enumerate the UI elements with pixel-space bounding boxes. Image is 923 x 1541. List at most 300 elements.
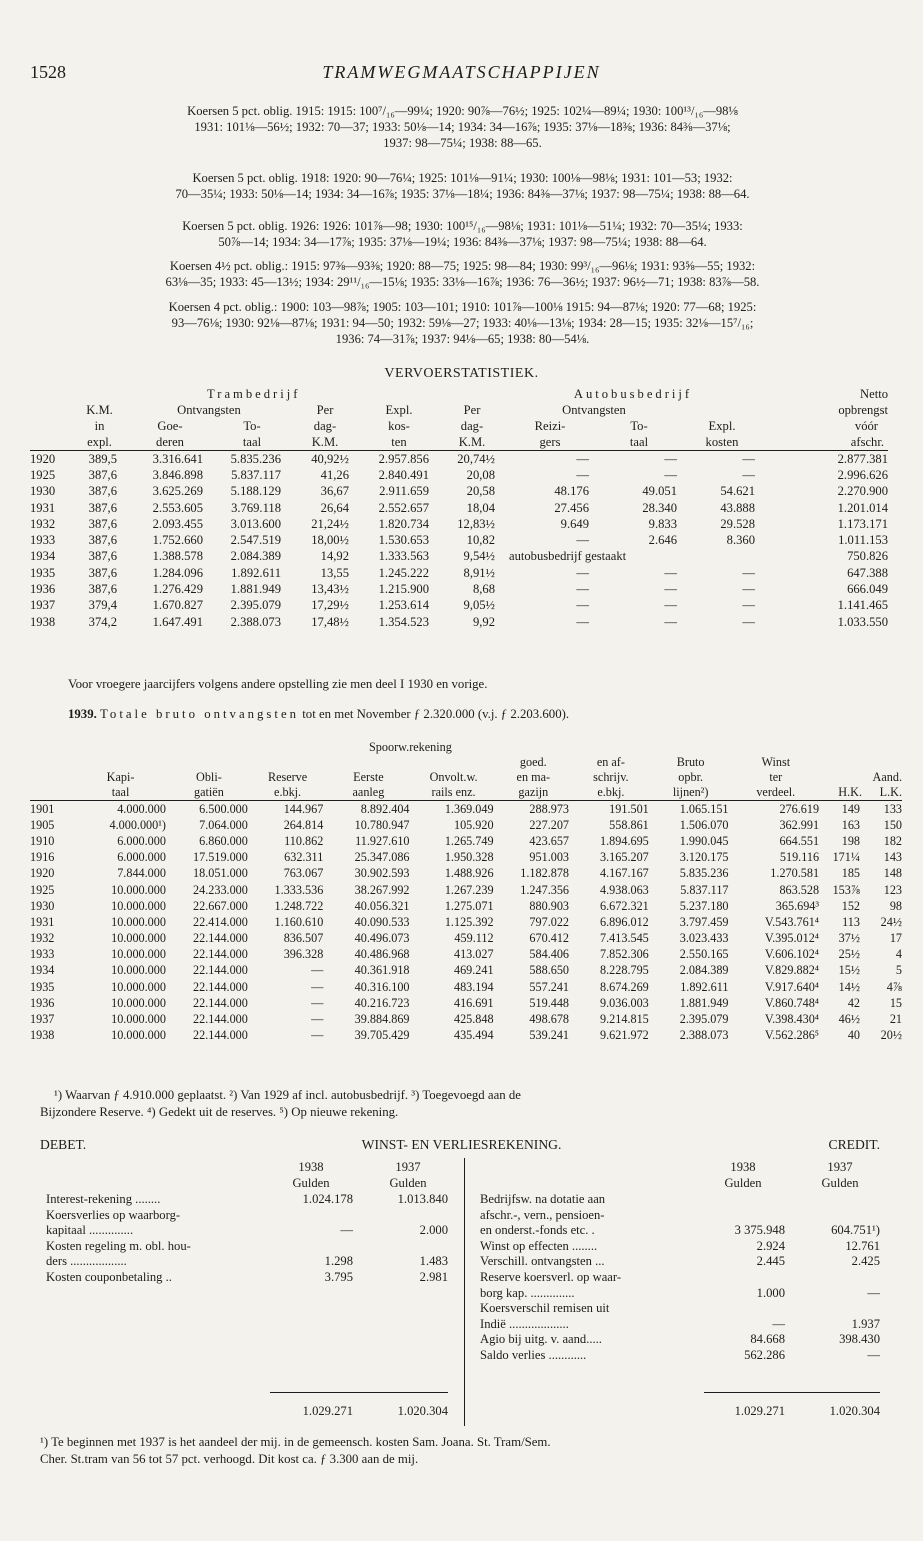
- table-cell: 1.506.070: [679, 817, 729, 832]
- table-cell: 1938: [30, 614, 56, 629]
- table-cell: 1.284.096: [152, 565, 203, 580]
- footnote-line: Cher. St.tram van 56 tot 57 pct. verhoogd. Dit kost ca. ƒ 3.300 aan de mij.: [40, 1452, 419, 1466]
- table-cell: 18.051.000: [193, 866, 248, 881]
- col-header: K.M.: [86, 403, 113, 417]
- table-cell: 1.011.153: [838, 533, 888, 548]
- table-cell: 1.033.550: [837, 614, 888, 629]
- table-cell: 8.360: [726, 533, 755, 548]
- table-cell: 2.084.389: [230, 549, 281, 564]
- total-value: 1.029.271: [302, 1404, 353, 1418]
- table-cell: 3.846.898: [152, 467, 203, 482]
- col-header: To-: [630, 419, 648, 433]
- year-head: 1938: [298, 1160, 324, 1174]
- table-cell: 6.500.000: [199, 801, 248, 816]
- table-cell: 6.860.000: [199, 833, 248, 848]
- table-cell: 1935: [30, 565, 56, 580]
- table-cell: 387,6: [88, 582, 117, 597]
- table-cell: 40.316.100: [354, 979, 410, 994]
- table-row: [30, 995, 902, 1011]
- table-cell: 1.894.695: [600, 833, 649, 848]
- table-cell: 763.067: [283, 866, 324, 881]
- footnote-line: Bijzondere Reserve. ⁴) Gedekt uit de reserves. ⁵) Op nieuwe rekening.: [40, 1105, 399, 1119]
- table-cell: V.606.102⁴: [764, 947, 820, 962]
- table-cell: 40.496.073: [354, 931, 410, 946]
- table-cell: 389,5: [88, 451, 117, 466]
- table-cell: 1.820.734: [378, 516, 429, 531]
- table-cell: V.395.012⁴: [764, 931, 820, 946]
- wv-line: [480, 1208, 880, 1224]
- table-cell: —: [576, 582, 589, 597]
- table-cell: 557.241: [529, 979, 570, 994]
- table-cell: 22.144.000: [193, 1012, 248, 1027]
- wv-label: Verschill. ontvangsten ...: [480, 1254, 605, 1269]
- table-cell: 1935: [30, 979, 55, 994]
- table-cell: —: [742, 467, 755, 482]
- table-cell: 30.902.593: [354, 866, 410, 881]
- currency-head: Gulden: [821, 1175, 859, 1190]
- table-cell: 17: [889, 931, 902, 946]
- table-cell: 22.414.000: [193, 914, 248, 929]
- table-cell: 1.141.465: [837, 598, 888, 613]
- wv-value-1937: 398.430: [839, 1332, 880, 1347]
- table-cell: 8.228.795: [600, 963, 649, 978]
- table-cell: 10.000.000: [111, 898, 166, 913]
- wv-label: Koersverlies op waarborg-: [46, 1207, 181, 1222]
- table-cell: 1920: [30, 866, 55, 881]
- wv-right-total: [700, 1404, 880, 1420]
- wv-label: Bedrijfsw. na dotatie aan: [480, 1192, 606, 1206]
- table-cell: 4.000.000¹): [109, 817, 166, 832]
- table-cell: 1.245.222: [378, 565, 429, 580]
- table-cell: 413.027: [453, 947, 494, 962]
- table-cell: 558.861: [609, 817, 649, 832]
- table-cell: 148: [883, 866, 902, 881]
- wv-left-total: [268, 1404, 448, 1420]
- koersen-line: Koersen 5 pct. oblig. 1915: 1915: 100⁷/₁₆—99¼; 1920: 90⅞—76½; 1925: 102¼—89¼; 1930: 100¹³/₁₆—98⅛: [187, 104, 738, 118]
- table-cell: 10.000.000: [111, 979, 166, 994]
- table-cell: 365.694³: [775, 898, 820, 913]
- table-cell: 46½: [838, 1012, 860, 1027]
- table-cell: 264.814: [283, 817, 324, 832]
- table-cell: 40.056.321: [354, 898, 410, 913]
- table-cell: 1.276.429: [152, 582, 203, 597]
- credit-label: CREDIT.: [828, 1137, 880, 1152]
- table-cell: —: [576, 533, 589, 548]
- table-cell: 7.852.306: [600, 947, 649, 962]
- table-row: [30, 1011, 902, 1027]
- col-header: opbrengst: [838, 403, 888, 417]
- total-value: 1.029.271: [734, 1404, 785, 1418]
- table-cell: 9,54½: [463, 549, 495, 564]
- table-cell: 3.625.269: [152, 484, 203, 499]
- table-cell: 143: [883, 850, 902, 865]
- wv-value-1938: 2.445: [756, 1254, 785, 1269]
- wv-title: WINST- EN VERLIESREKENING.: [361, 1137, 562, 1152]
- table-cell: 647.388: [847, 565, 888, 580]
- col-header: goed. en ma- gazijn: [516, 755, 551, 799]
- table-row: [30, 963, 902, 979]
- wv-label: Kosten couponbetaling ..: [46, 1269, 172, 1284]
- table-cell: 20,74½: [457, 451, 495, 466]
- table-row: [30, 979, 902, 995]
- wv-line: [480, 1270, 880, 1286]
- table-cell: 22.667.000: [193, 898, 248, 913]
- col-header: taal: [242, 435, 262, 449]
- table-cell: 387,6: [88, 484, 117, 499]
- wv-credit-list: [480, 1192, 880, 1364]
- table-row: [30, 931, 902, 947]
- table-cell: 1931: [30, 914, 55, 929]
- table-cell: 9.649: [560, 516, 589, 531]
- table-cell: 1936: [30, 995, 55, 1010]
- table-cell: 1.950.328: [444, 850, 494, 865]
- table-row: [30, 467, 888, 483]
- page-title: TRAMWEGMAATSCHAPPIJEN: [322, 62, 601, 82]
- table-cell: 191.501: [609, 801, 649, 816]
- vervoer-title: VERVOERSTATISTIEK.: [384, 366, 539, 381]
- table-cell: 2.093.455: [152, 516, 203, 531]
- table-cell: 387,6: [88, 516, 117, 531]
- col-header: Reserve e.bkj.: [267, 770, 308, 799]
- wv-label: Koersverschil remisen uit: [480, 1301, 610, 1316]
- koersen-line: 70—35¼; 1933: 50⅛—14; 1934: 34—16⅞; 1935: 37⅛—18¼; 1936: 84⅜—37⅛; 1937: 98—75¼; 1938: 88—64.: [175, 187, 750, 201]
- table-row: [30, 850, 902, 866]
- table-cell: 9.621.972: [600, 1028, 649, 1043]
- table-cell: 7.064.000: [199, 817, 248, 832]
- group-netto: Netto: [860, 387, 888, 401]
- note-vroegere: Voor vroegere jaarcijfers volgens andere opstelling zie men deel I 1930 en vorige.: [68, 677, 488, 691]
- wv-value-1937: 604.751¹): [831, 1223, 880, 1238]
- table-cell: 2.552.657: [378, 500, 429, 515]
- table-cell: 416.691: [453, 995, 494, 1010]
- table-cell: 41,26: [320, 467, 349, 482]
- table-cell: 469.241: [453, 963, 494, 978]
- table-cell: 105.920: [453, 817, 494, 832]
- table-row: [30, 882, 902, 898]
- wv-value-1938: 1.298: [324, 1254, 353, 1269]
- koersen-line: 93—76⅛; 1930: 92⅛—87⅛; 1931: 94—50; 1932: 59⅛—27; 1933: 40⅛—13⅛; 1934: 28—15; 1935: 32⅛—15⁷/₁₆;: [171, 316, 754, 330]
- table-cell: 10.780.947: [354, 817, 410, 832]
- koersen-line: 63⅛—35; 1933: 45—13½; 1934: 29¹¹/₁₆—15⅛; 1935: 33⅛—16⅞; 1936: 76—36½; 1937: 96½—71; 1938: 83⅞—58.: [165, 275, 760, 289]
- table-cell: 3.769.118: [231, 500, 281, 515]
- table-cell: 387,6: [88, 467, 117, 482]
- table-cell: 288.973: [529, 801, 570, 816]
- table-cell: 423.657: [529, 833, 570, 848]
- table-cell: 18,04: [466, 500, 495, 515]
- table-cell: 144.967: [283, 801, 324, 816]
- table-cell: —: [576, 451, 589, 466]
- table-cell: 12,83½: [457, 516, 495, 531]
- wv-line: [46, 1223, 448, 1239]
- table-cell: 459.112: [454, 931, 494, 946]
- table-cell: 3.013.600: [230, 516, 281, 531]
- wv-line: [480, 1301, 880, 1317]
- table-cell: 9,05½: [463, 598, 495, 613]
- table-cell: 1916: [30, 850, 55, 865]
- col-header: taal: [629, 435, 649, 449]
- table-cell: 24½: [880, 914, 902, 929]
- table-cell: 836.507: [283, 931, 324, 946]
- table-row: [30, 1028, 902, 1044]
- table-row: [30, 914, 902, 930]
- table-cell: 49.051: [642, 484, 677, 499]
- table-cell: 1937: [30, 598, 56, 613]
- koersen-line: Koersen 5 pct. oblig. 1926: 1926: 101⅞—98; 1930: 100¹⁵/₁₆—98⅛; 1931: 101⅛—51¼; 1932: 70—35¼; 1933:: [182, 219, 743, 233]
- note-totale-ontvangsten: [40, 706, 913, 723]
- wv-value-1937: 1.483: [419, 1254, 448, 1269]
- table-cell: 22.144.000: [193, 931, 248, 946]
- table-cell: 1.248.722: [274, 898, 324, 913]
- table-cell: 13,43½: [311, 582, 349, 597]
- table-cell: 1.173.171: [837, 516, 888, 531]
- table-cell: 42: [847, 995, 860, 1010]
- group-auto: Autobusbedrijf: [573, 387, 693, 401]
- col-header: Winst ter verdeel.: [756, 755, 796, 799]
- table-cell: —: [664, 467, 677, 482]
- table-cell: —: [664, 451, 677, 466]
- wv-line: [480, 1286, 880, 1302]
- table-cell: 1905: [30, 817, 55, 832]
- table-cell: 2.957.856: [378, 451, 429, 466]
- table-cell: 1932: [30, 516, 56, 531]
- table-cell: 1925: [30, 467, 56, 482]
- table-cell: 4.938.063: [600, 882, 649, 897]
- currency-head: Gulden: [724, 1175, 762, 1190]
- table-cell: 149: [841, 801, 860, 816]
- table-cell: 133: [883, 801, 902, 816]
- wv-divider: [464, 1158, 465, 1426]
- table-cell: 22.144.000: [193, 963, 248, 978]
- wv-line: [46, 1254, 448, 1270]
- vervoer-table: [30, 386, 888, 630]
- table-cell: 498.678: [529, 1012, 570, 1027]
- col-header: Bruto opbr. lijnen²): [672, 755, 709, 799]
- koersen-line: 1936: 74—31⅞; 1937: 94⅛—65; 1938: 80—54⅛.: [335, 332, 590, 346]
- table-cell: 163: [841, 817, 860, 832]
- table-cell: V.917.640⁴: [764, 979, 820, 994]
- table-cell: 113: [842, 914, 860, 929]
- wv-value-1938: —: [772, 1316, 785, 1331]
- table-cell: 27.456: [554, 500, 589, 515]
- table-row: [30, 614, 888, 630]
- table-cell: 54.621: [720, 484, 755, 499]
- wv-value-1937: 1.937: [851, 1316, 880, 1331]
- wv-line: [480, 1348, 880, 1364]
- table-cell: 1.881.949: [230, 582, 281, 597]
- table-cell: 1936: [30, 582, 56, 597]
- wv-value-1938: 3 375.948: [734, 1223, 785, 1238]
- col-header: gers: [539, 435, 561, 449]
- table-cell: 9.833: [648, 516, 677, 531]
- group-tram: Trambedrijf: [207, 387, 301, 401]
- table-cell: 5.835.236: [679, 866, 729, 881]
- table-cell: 750.826: [847, 549, 888, 564]
- col-header: Ontvangsten: [177, 403, 241, 417]
- wv-label: borg kap. ..............: [480, 1285, 575, 1300]
- wv-value-1937: 12.761: [845, 1238, 880, 1253]
- table-cell: 6.000.000: [117, 850, 166, 865]
- table-cell: 276.619: [779, 801, 820, 816]
- table-row: [30, 500, 888, 516]
- note-year: 1939.: [68, 707, 97, 721]
- footnote-line: ¹) Waarvan ƒ 4.910.000 geplaatst. ²) Van 1929 af incl. autobusbedrijf. ³) Toegevoegd aan de: [54, 1088, 521, 1102]
- table-cell: 863.528: [779, 882, 820, 897]
- col-header: dag-: [460, 419, 484, 433]
- col-header: Per: [316, 403, 334, 417]
- table-cell: 5.237.180: [679, 898, 729, 913]
- table-cell: 1.752.660: [152, 533, 203, 548]
- table-cell: 10.000.000: [111, 914, 166, 929]
- table-cell: 15½: [838, 963, 860, 978]
- table-row: [30, 801, 902, 818]
- col-header: H.K.: [838, 785, 862, 799]
- koersen-block-4: [40, 258, 885, 290]
- table-cell: 387,6: [88, 549, 117, 564]
- col-header: Eerste aanleg: [352, 770, 385, 799]
- table-row: [30, 565, 888, 581]
- wv-value-1938: 1.024.178: [302, 1192, 353, 1206]
- table-cell: 43.888: [720, 500, 755, 515]
- table-cell: 396.328: [283, 947, 324, 962]
- table-cell: —: [311, 963, 324, 978]
- table-cell: 1933: [30, 947, 55, 962]
- note-rest: tot en met November ƒ 2.320.000 (v.j. ƒ 2.203.600).: [302, 707, 570, 721]
- wv-value-1937: 1.013.840: [397, 1192, 448, 1206]
- total-value: 1.020.304: [829, 1404, 880, 1418]
- table-cell: 6.672.321: [600, 898, 649, 913]
- table-cell: 362.991: [779, 817, 820, 832]
- col-header: en af- schrijv. e.bkj.: [593, 755, 629, 799]
- wv-value-1937: —: [867, 1347, 880, 1362]
- table-cell: 150: [883, 817, 902, 832]
- col-header: Aand. L.K.: [872, 770, 902, 799]
- table-cell: —: [311, 1028, 324, 1043]
- table-cell: 36,67: [320, 484, 349, 499]
- wv-line: [480, 1332, 880, 1348]
- wv-line: [46, 1239, 448, 1255]
- table-cell: —: [742, 598, 755, 613]
- table-cell: 1.647.491: [152, 614, 203, 629]
- table-cell: 2.840.491: [378, 467, 429, 482]
- total-rule-left: [270, 1392, 448, 1393]
- wv-value-1938: 3.795: [324, 1269, 353, 1284]
- table-cell: 1.354.523: [378, 614, 429, 629]
- table-cell: 880.903: [529, 898, 570, 913]
- table-cell: —: [664, 582, 677, 597]
- table-cell: 5: [895, 963, 902, 978]
- table-row: [30, 947, 902, 963]
- table-cell: —: [664, 614, 677, 629]
- col-header: dag-: [313, 419, 337, 433]
- table-cell: —: [742, 614, 755, 629]
- wv-right-heads: [700, 1160, 880, 1191]
- col-header: Reizi-: [534, 419, 566, 433]
- wv-value-1938: 2.924: [756, 1238, 785, 1253]
- wv-debet-list: [46, 1192, 448, 1286]
- year-head: 1938: [730, 1160, 756, 1174]
- table-cell: 40.090.533: [354, 914, 410, 929]
- wv-label: Saldo verlies ............: [480, 1347, 587, 1362]
- table-cell: 1.275.071: [444, 898, 494, 913]
- wv-line: [480, 1239, 880, 1255]
- table-cell: 1.182.878: [520, 866, 570, 881]
- col-header: expl.: [87, 435, 112, 449]
- col-header: Expl.: [385, 403, 413, 417]
- table-cell: 2.550.165: [679, 947, 729, 962]
- table-cell: 8,91½: [463, 565, 495, 580]
- table-cell: 2.646: [648, 533, 677, 548]
- table-cell: —: [664, 565, 677, 580]
- footnote-line: ¹) Te beginnen met 1937 is het aandeel der mij. in de gemeensch. kosten Sam. Joana. St. Tram/Sem.: [40, 1435, 551, 1449]
- table-cell: 1934: [30, 963, 55, 978]
- table-cell: 632.311: [284, 850, 324, 865]
- table-cell: 2.270.900: [837, 484, 888, 499]
- table-cell: 28.340: [642, 500, 677, 515]
- table-cell: 17,29½: [311, 598, 349, 613]
- wv-label: afschr.-, vern., pensioen-: [480, 1207, 605, 1222]
- col-header: Goe-: [157, 419, 183, 433]
- table-cell: 1.333.563: [378, 549, 429, 564]
- table-cell: 1.369.049: [444, 801, 494, 816]
- table-cell: 22.144.000: [193, 1028, 248, 1043]
- currency-head: Gulden: [389, 1175, 427, 1190]
- wv-label: ders ..................: [46, 1254, 127, 1269]
- table-row: [30, 451, 888, 468]
- table-cell: 2.547.519: [230, 533, 281, 548]
- table-cell: 519.116: [779, 850, 820, 865]
- table-cell: —: [576, 598, 589, 613]
- koersen-block-5: [40, 299, 885, 347]
- table-cell: 1932: [30, 931, 55, 946]
- table-cell: 3.165.207: [600, 850, 649, 865]
- table-cell: 3.316.641: [152, 451, 203, 466]
- table-cell: 152: [841, 898, 860, 913]
- table-cell: 539.241: [529, 1028, 570, 1043]
- col-header: [30, 755, 73, 801]
- table-cell: 1931: [30, 500, 56, 515]
- table-cell: 29.528: [720, 516, 755, 531]
- table-cell: 5.835.236: [230, 451, 281, 466]
- koersen-line: Koersen 4 pct. oblig.: 1900: 103—98⅞; 1905: 103—101; 1910: 101⅞—100⅛ 1915: 94—87⅛; 1920: 77—68; 1925:: [168, 300, 757, 314]
- table-cell: 1.670.827: [152, 598, 203, 613]
- total-value: 1.020.304: [397, 1404, 448, 1418]
- table-cell: 2.877.381: [837, 451, 888, 466]
- table-cell: 1.253.614: [378, 598, 429, 613]
- table-cell: —: [742, 451, 755, 466]
- col-header: Obli- gatiën: [194, 770, 224, 799]
- spoorw-header: Spoorw.rekening: [369, 740, 452, 754]
- wv-line: [480, 1192, 880, 1208]
- table-cell: 4⅞: [886, 979, 902, 994]
- table-cell: 1937: [30, 1012, 55, 1027]
- koersen-block-2: [40, 170, 885, 202]
- table-cell: 10.000.000: [111, 1028, 166, 1043]
- wv-line: [46, 1192, 448, 1208]
- table-cell: 519.448: [529, 995, 570, 1010]
- col-header: Ontvangsten: [562, 403, 626, 417]
- table-cell: 664.551: [779, 833, 820, 848]
- total-rule-right: [704, 1392, 880, 1393]
- table-cell: 1930: [30, 898, 55, 913]
- wv-left-heads: [268, 1160, 448, 1191]
- wv-value-1937: —: [867, 1285, 880, 1300]
- note-spaced: Totale bruto ontvangsten: [100, 707, 300, 721]
- table-cell: 1901: [30, 801, 55, 816]
- table-cell: 1.125.392: [444, 914, 494, 929]
- table-cell: 425.848: [453, 1012, 494, 1027]
- table-cell: —: [311, 1012, 324, 1027]
- table-row: [30, 532, 888, 548]
